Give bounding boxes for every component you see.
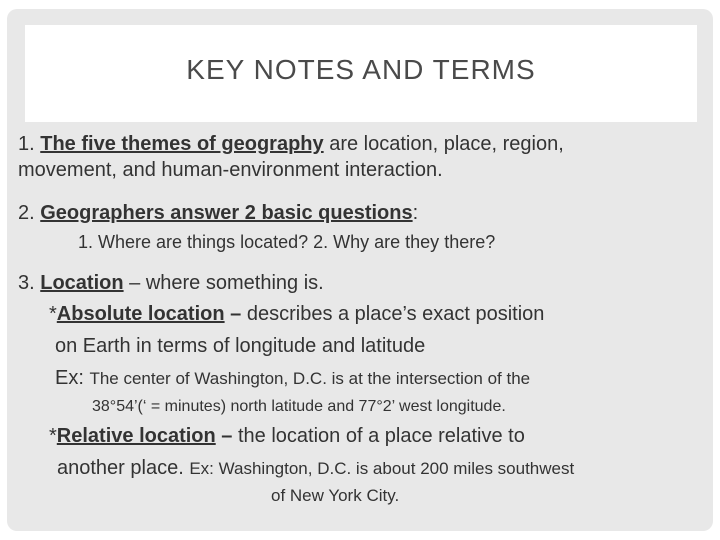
relative-dash: – (215, 425, 238, 447)
item3-term: Location (40, 272, 124, 294)
item1-number: 1. (18, 133, 41, 155)
title-box (25, 25, 697, 122)
absolute-star: * (49, 303, 57, 325)
absolute-example (55, 367, 530, 390)
relative-rest: the location of a place relative to (237, 425, 525, 447)
absolute-ex-line2: 38°54’(‘ = minutes) north latitude and 77°2’ west longitude. (92, 398, 506, 415)
item1-line1 (18, 133, 564, 156)
item1-rest: are location, place, region, (323, 133, 564, 155)
relative-line2-example: Ex: Washington, D.C. is about 200 miles southwest (189, 459, 575, 478)
relative-term: Relative location (56, 425, 216, 447)
item2-number: 2. (18, 202, 41, 224)
absolute-line1 (49, 303, 544, 326)
relative-line2-prefix: another place. (57, 457, 190, 479)
relative-star: * (49, 425, 57, 447)
slide-title: KEY NOTES AND TERMS (186, 54, 536, 85)
absolute-ex-prefix: Ex: (55, 367, 90, 389)
item2-line1 (18, 202, 418, 225)
absolute-line2: on Earth in terms of longitude and latitude (55, 335, 426, 357)
relative-line3: of New York City. (271, 486, 400, 505)
item1-term: The five themes of geography (40, 133, 324, 155)
item2-line2: 1. Where are things located? 2. Why are they there? (78, 232, 496, 252)
absolute-term: Absolute location (56, 303, 225, 325)
relative-line1 (49, 425, 525, 448)
absolute-ex-text: The center of Washington, D.C. is at the intersection of the (89, 369, 531, 388)
item3-line1 (18, 272, 324, 295)
relative-line2 (57, 457, 574, 480)
absolute-dash: – (224, 303, 247, 325)
item2-term: Geographers answer 2 basic questions (40, 202, 413, 224)
item3-rest: – where something is. (123, 272, 324, 294)
absolute-rest: describes a place’s exact position (246, 303, 545, 325)
item1-line2: movement, and human-environment interaction. (18, 159, 443, 181)
item2-colon: : (412, 202, 419, 224)
item3-number: 3. (18, 272, 41, 294)
